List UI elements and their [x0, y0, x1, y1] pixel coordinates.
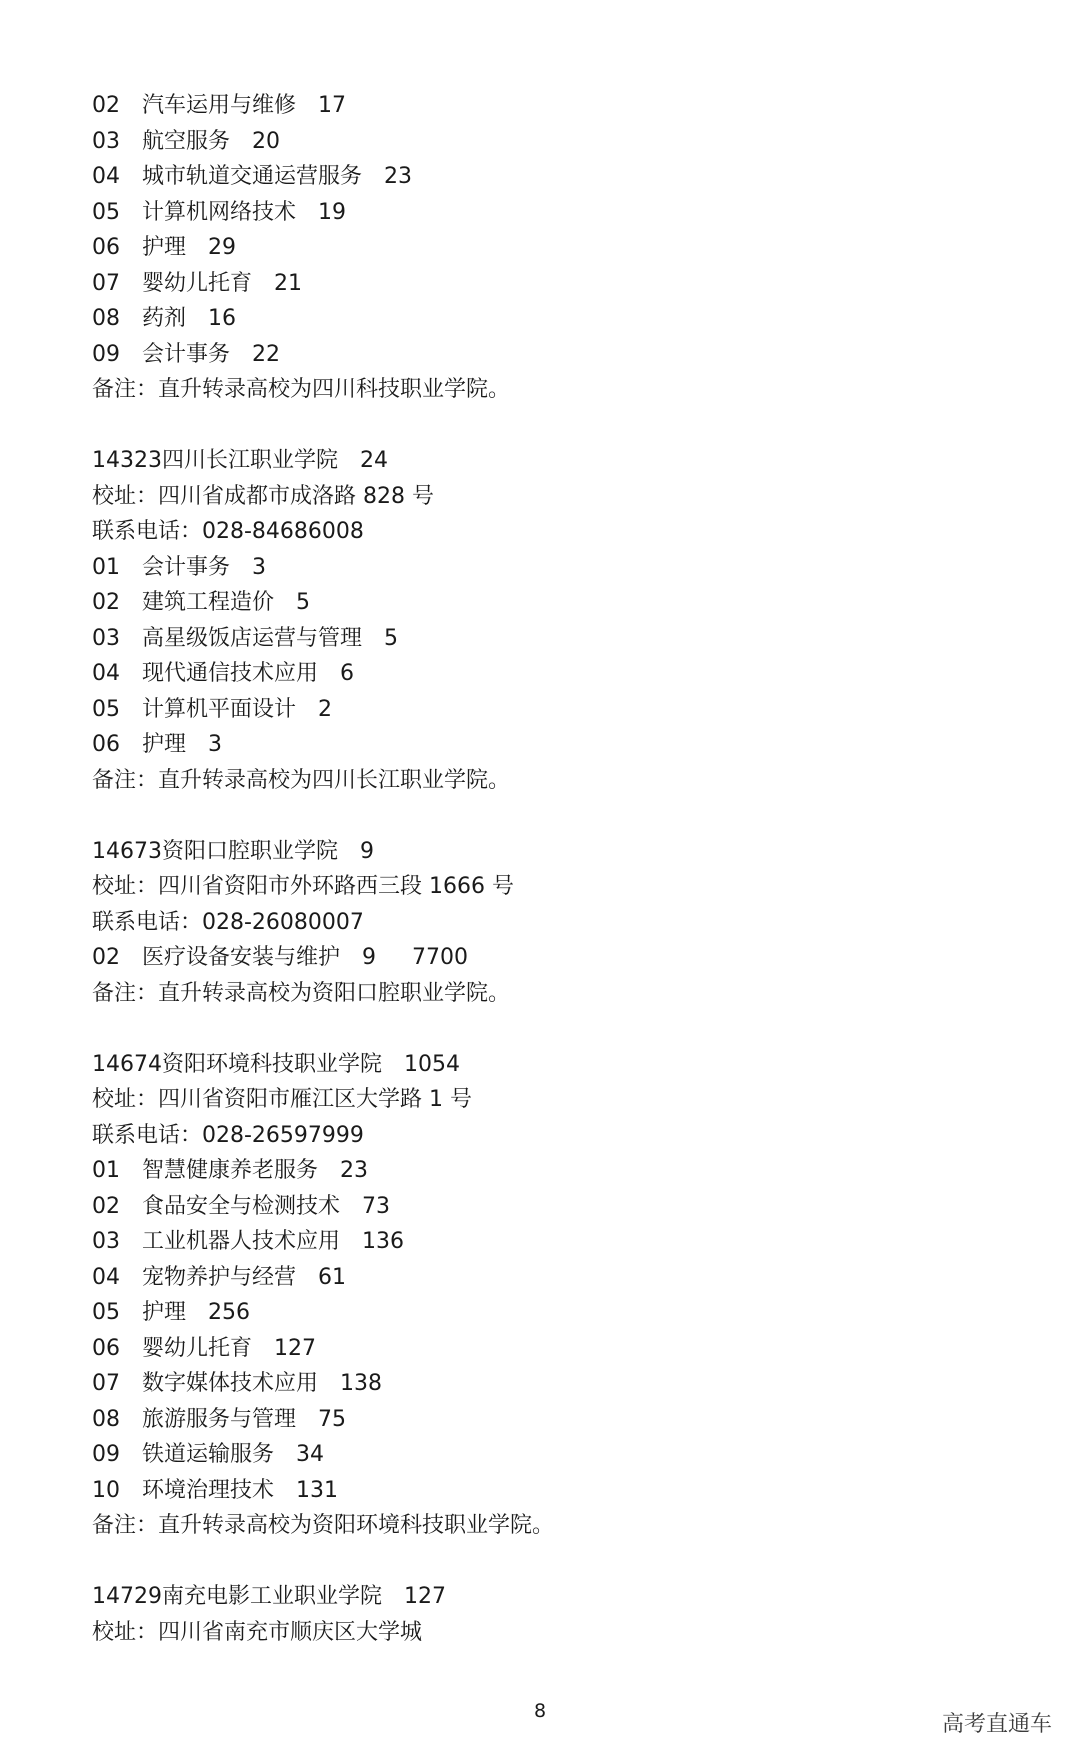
major-code: 09 — [92, 341, 120, 367]
major-count: 17 — [318, 93, 347, 118]
school-address: 校址：四川省成都市成洛路 828 号 — [92, 483, 434, 509]
major-name: 建筑工程造价 — [142, 590, 275, 615]
major-name: 药剂 — [142, 306, 187, 331]
major-count: 73 — [362, 1193, 391, 1219]
major-code: 04 — [92, 1264, 120, 1290]
school-note: 备注：直升转录高校为四川长江职业学院。 — [92, 767, 511, 793]
major-code: 07 — [92, 270, 120, 296]
major-name: 现代通信技术应用 — [142, 661, 319, 686]
school-phone: 联系电话：028-26080007 — [92, 909, 364, 935]
major-row — [92, 1402, 1032, 1438]
major-count: 16 — [208, 306, 237, 331]
major-row — [92, 1153, 1032, 1189]
major-code: 03 — [92, 128, 120, 154]
school-name: 南充电影工业职业学院 — [162, 1584, 383, 1609]
major-name: 旅游服务与管理 — [142, 1406, 297, 1432]
major-code: 03 — [92, 625, 120, 651]
school-code: 14323 — [92, 448, 162, 473]
major-name: 航空服务 — [142, 128, 231, 154]
major-row — [92, 1189, 1032, 1225]
major-code: 07 — [92, 1371, 120, 1396]
section-gap — [92, 1011, 1032, 1047]
major-count: 34 — [296, 1442, 325, 1467]
major-count: 136 — [362, 1229, 405, 1254]
major-count: 138 — [340, 1371, 383, 1396]
school-total: 127 — [404, 1584, 447, 1609]
major-code: 08 — [92, 1406, 120, 1432]
major-row — [92, 301, 1032, 337]
school-header — [92, 443, 1032, 479]
school-address: 校址：四川省南充市顺庆区大学城 — [92, 1619, 423, 1645]
school-section-2 — [92, 443, 1032, 798]
major-row — [92, 1331, 1032, 1367]
major-count: 127 — [274, 1335, 317, 1361]
major-code: 04 — [92, 164, 120, 189]
school-total: 24 — [360, 448, 389, 473]
major-code: 06 — [92, 732, 120, 757]
major-name: 高星级饭店运营与管理 — [142, 625, 363, 651]
school-note: 备注：直升转录高校为资阳口腔职业学院。 — [92, 980, 511, 1006]
major-code: 05 — [92, 199, 120, 225]
major-name: 护理 — [142, 1300, 187, 1325]
major-row — [92, 1295, 1032, 1331]
school-header — [92, 834, 1032, 870]
major-name: 汽车运用与维修 — [142, 93, 297, 118]
school-header — [92, 1579, 1032, 1615]
major-count: 5 — [384, 625, 399, 651]
major-row — [92, 692, 1032, 728]
major-name: 数字媒体技术应用 — [142, 1371, 319, 1396]
school-section-4 — [92, 1047, 1032, 1544]
major-row — [92, 940, 1032, 976]
major-count: 19 — [318, 199, 347, 225]
major-name: 护理 — [142, 732, 187, 757]
school-phone: 联系电话：028-26597999 — [92, 1122, 364, 1148]
major-count: 61 — [318, 1264, 347, 1290]
major-count: 23 — [384, 164, 413, 189]
major-row — [92, 585, 1032, 621]
major-row — [92, 550, 1032, 586]
major-count: 21 — [274, 270, 303, 296]
section-gap — [92, 1544, 1032, 1580]
major-row — [92, 266, 1032, 302]
major-code: 03 — [92, 1229, 120, 1254]
major-name: 城市轨道交通运营服务 — [142, 164, 363, 189]
section-gap — [92, 798, 1032, 834]
school-note: 备注：直升转录高校为资阳环境科技职业学院。 — [92, 1513, 555, 1538]
watermark: 高考直通车 — [941, 1712, 1052, 1737]
major-name: 工业机器人技术应用 — [142, 1229, 341, 1254]
major-code: 10 — [92, 1477, 120, 1503]
document-page — [92, 88, 1032, 1650]
school-address: 校址：四川省资阳市雁江区大学路 1 号 — [92, 1087, 472, 1112]
school-header — [92, 1047, 1032, 1083]
major-row — [92, 1366, 1032, 1402]
major-name: 护理 — [142, 235, 187, 260]
major-count: 3 — [252, 554, 267, 580]
major-name: 智慧健康养老服务 — [142, 1158, 319, 1183]
major-row — [92, 124, 1032, 160]
major-row — [92, 1473, 1032, 1509]
major-code: 09 — [92, 1442, 120, 1467]
major-count: 256 — [208, 1300, 251, 1325]
school-code: 14674 — [92, 1051, 162, 1077]
school-code: 14673 — [92, 838, 162, 864]
major-code: 01 — [92, 1158, 120, 1183]
major-count: 2 — [318, 696, 333, 722]
school-section-3 — [92, 834, 1032, 1012]
major-name: 婴幼儿托育 — [142, 1335, 253, 1361]
major-count: 75 — [318, 1406, 347, 1432]
major-code: 01 — [92, 554, 120, 580]
major-count: 131 — [296, 1477, 339, 1503]
major-name: 会计事务 — [142, 554, 231, 580]
school-total: 9 — [360, 838, 375, 864]
major-count: 23 — [340, 1158, 369, 1183]
major-name: 会计事务 — [142, 341, 231, 367]
page-number: 8 — [533, 1700, 547, 1722]
major-fee: 7700 — [412, 945, 469, 970]
school-phone: 联系电话：028-84686008 — [92, 519, 364, 544]
major-name: 铁道运输服务 — [142, 1442, 275, 1467]
major-code: 06 — [92, 235, 120, 260]
major-code: 04 — [92, 661, 120, 686]
school-name: 四川长江职业学院 — [162, 448, 339, 473]
major-code: 02 — [92, 93, 120, 118]
major-code: 02 — [92, 945, 120, 970]
major-row — [92, 1260, 1032, 1296]
school-total: 1054 — [404, 1051, 461, 1077]
major-count: 22 — [252, 341, 281, 367]
major-code: 08 — [92, 306, 120, 331]
school-code: 14729 — [92, 1584, 162, 1609]
school-address: 校址：四川省资阳市外环路西三段 1666 号 — [92, 874, 514, 899]
major-row — [92, 1437, 1032, 1473]
major-count: 20 — [252, 128, 281, 154]
major-name: 计算机网络技术 — [142, 199, 297, 225]
school-name: 资阳环境科技职业学院 — [162, 1051, 383, 1077]
major-row — [92, 621, 1032, 657]
school-name: 资阳口腔职业学院 — [162, 838, 339, 864]
major-count: 6 — [340, 661, 355, 686]
major-count: 5 — [296, 590, 311, 615]
major-code: 06 — [92, 1335, 120, 1361]
major-count: 29 — [208, 235, 237, 260]
section-gap — [92, 408, 1032, 444]
major-row — [92, 88, 1032, 124]
major-row — [92, 1224, 1032, 1260]
major-row — [92, 656, 1032, 692]
school-note: 备注：直升转录高校为四川科技职业学院。 — [92, 377, 511, 402]
major-count: 9 — [362, 945, 377, 970]
major-row — [92, 337, 1032, 373]
major-name: 婴幼儿托育 — [142, 270, 253, 296]
school-section-5 — [92, 1579, 1032, 1650]
major-code: 02 — [92, 590, 120, 615]
major-name: 医疗设备安装与维护 — [142, 945, 341, 970]
school-section-1 — [92, 88, 1032, 408]
major-code: 02 — [92, 1193, 120, 1219]
major-row — [92, 195, 1032, 231]
major-count: 3 — [208, 732, 223, 757]
major-row — [92, 159, 1032, 195]
major-name: 食品安全与检测技术 — [142, 1193, 341, 1219]
major-code: 05 — [92, 1300, 120, 1325]
major-name: 计算机平面设计 — [142, 696, 297, 722]
major-row — [92, 727, 1032, 763]
major-name: 宠物养护与经营 — [142, 1264, 297, 1290]
major-name: 环境治理技术 — [142, 1477, 275, 1503]
major-code: 05 — [92, 696, 120, 722]
major-row — [92, 230, 1032, 266]
